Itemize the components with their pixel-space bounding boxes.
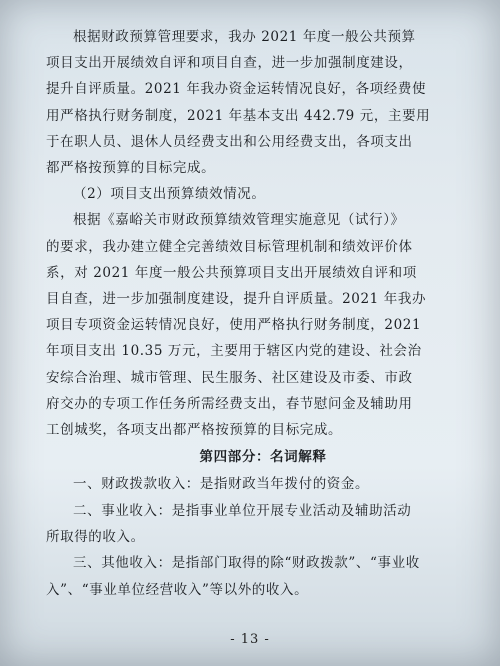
section-title: 第四部分：名词解释 <box>199 449 327 466</box>
text-line: 提升自评质量。2021 年我办资金运转情况良好，各项经费使 <box>46 81 427 98</box>
text-line: 安综合治理、城市管理、民生服务、社区建设及市委、市政 <box>46 369 413 386</box>
page-number: - 13 - <box>230 632 270 647</box>
text-line: 根据财政预算管理要求，我办 2021 年度一般公共预算 <box>73 29 416 45</box>
text-line: 用严格执行财务制度，2021 年基本支出 442.79 元，主要用 <box>46 107 431 124</box>
term-definition: 三、其他收入：是指部门取得的除“财政拨款”、“事业收 <box>73 555 420 572</box>
document-page <box>46 24 460 603</box>
text-line: 根据《嘉峪关市财政预算绩效管理实施意见（试行）》 <box>73 212 405 229</box>
text-line: 目自查，进一步加强制度建设，提升自评质量。2021 年我办 <box>46 291 427 308</box>
text-line: 府交办的专项工作任务所需经费支出，春节慰问金及辅助用 <box>46 395 413 412</box>
term-definition: 一、财政拨款收入：是指财政当年拨付的资金。 <box>73 476 370 493</box>
term-definition: 所取得的收入。 <box>46 529 145 546</box>
term-definition: 入”、“事业单位经营收入”等以外的收入。 <box>46 581 309 598</box>
text-line: 项目支出开展绩效自评和项目自查，进一步加强制度建设， <box>46 55 413 72</box>
text-line: 系，对 2021 年度一般公共预算项目支出开展绩效自评和项 <box>46 264 417 281</box>
text-line: 于在职人员、退休人员经费支出和公用经费支出，各项支出 <box>46 133 413 150</box>
term-definition: 二、事业收入：是指事业单位开展专业活动及辅助活动 <box>73 502 412 519</box>
text-line: 年项目支出 10.35 万元，主要用于辖区内党的建设、社会治 <box>46 343 422 360</box>
text-line: 的要求，我办建立健全完善绩效目标管理机制和绩效评价体 <box>46 238 413 255</box>
text-line: 项目专项资金运转情况良好，使用严格执行财务制度，2021 <box>46 317 422 334</box>
text-line: 都严格按预算的目标完成。 <box>46 160 216 177</box>
text-line: 工创城奖，各项支出都严格按预算的目标完成。 <box>46 422 343 439</box>
subsection-heading: （2）项目支出预算绩效情况。 <box>73 186 266 203</box>
